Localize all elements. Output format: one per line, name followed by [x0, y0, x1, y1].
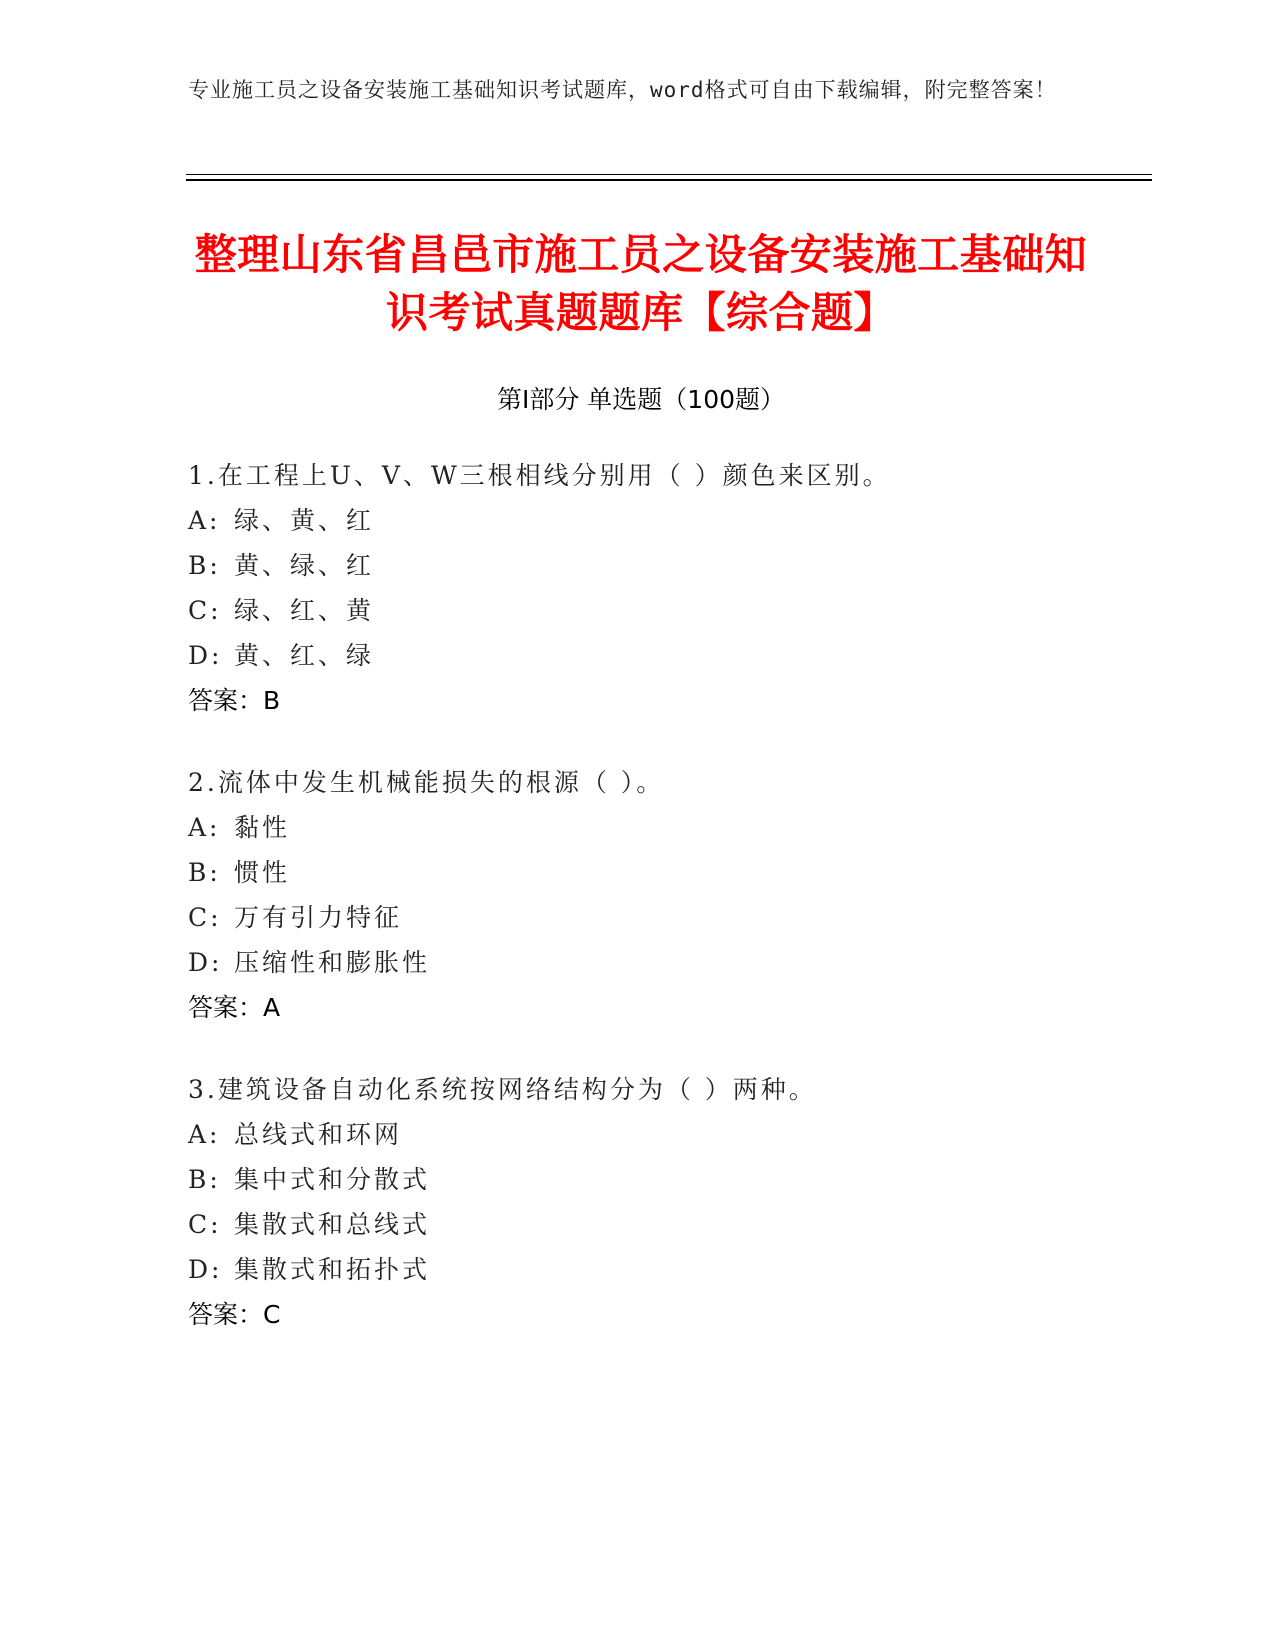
- option-d: [188, 940, 1148, 985]
- option-text: 压缩性和膨胀性: [234, 948, 431, 977]
- option-text: 黄、红、绿: [234, 641, 375, 670]
- option-letter: C:: [188, 1210, 222, 1239]
- option-c: [188, 588, 1148, 633]
- option-b: [188, 1157, 1148, 1202]
- option-text: 万有引力特征: [234, 903, 403, 932]
- question-3: [188, 1067, 1148, 1337]
- option-c: [188, 1202, 1148, 1247]
- header-divider-thick: [186, 179, 1152, 181]
- option-a: [188, 805, 1148, 850]
- option-b: [188, 543, 1148, 588]
- option-text: 黄、绿、红: [234, 551, 375, 580]
- option-a: [188, 1112, 1148, 1157]
- header-divider-thin: [186, 174, 1152, 175]
- option-letter: B:: [188, 858, 221, 887]
- header-note: 专业施工员之设备安装施工基础知识考试题库，word格式可自由下载编辑，附完整答案！: [188, 78, 1057, 102]
- option-letter: C:: [188, 596, 222, 625]
- answer: 答案：A: [188, 993, 281, 1022]
- option-letter: A:: [188, 813, 221, 842]
- option-text: 绿、黄、红: [234, 506, 375, 535]
- option-b: [188, 850, 1148, 895]
- option-letter: D:: [188, 641, 223, 670]
- option-letter: B:: [188, 551, 221, 580]
- option-letter: C:: [188, 903, 222, 932]
- option-text: 惯性: [234, 858, 291, 887]
- option-text: 黏性: [234, 813, 291, 842]
- option-c: [188, 895, 1148, 940]
- option-letter: D:: [188, 1255, 223, 1284]
- option-a: [188, 498, 1148, 543]
- option-letter: A:: [188, 1120, 221, 1149]
- option-text: 集散式和总线式: [234, 1210, 431, 1239]
- answer: 答案：B: [188, 686, 281, 715]
- document-title: 整理山东省昌邑市施工员之设备安装施工基础知识考试真题题库【综合题】: [194, 230, 1088, 337]
- option-letter: D:: [188, 948, 223, 977]
- option-d: [188, 633, 1148, 678]
- answer: 答案：C: [188, 1300, 281, 1329]
- option-text: 绿、红、黄: [234, 596, 375, 625]
- section-title: 第I部分 单选题（100题）: [496, 385, 786, 414]
- question-stem: 2.流体中发生机械能损失的根源（ ）。: [188, 768, 665, 797]
- option-letter: A:: [188, 506, 221, 535]
- question-1: [188, 453, 1148, 723]
- question-stem: 1.在工程上U、V、W三根相线分别用（ ）颜色来区别。: [188, 461, 891, 490]
- question-2: [188, 760, 1148, 1030]
- option-text: 集中式和分散式: [234, 1165, 431, 1194]
- option-letter: B:: [188, 1165, 221, 1194]
- question-stem: 3.建筑设备自动化系统按网络结构分为（ ）两种。: [188, 1075, 817, 1104]
- option-text: 集散式和拓扑式: [234, 1255, 431, 1284]
- option-d: [188, 1247, 1148, 1292]
- option-text: 总线式和环网: [234, 1120, 403, 1149]
